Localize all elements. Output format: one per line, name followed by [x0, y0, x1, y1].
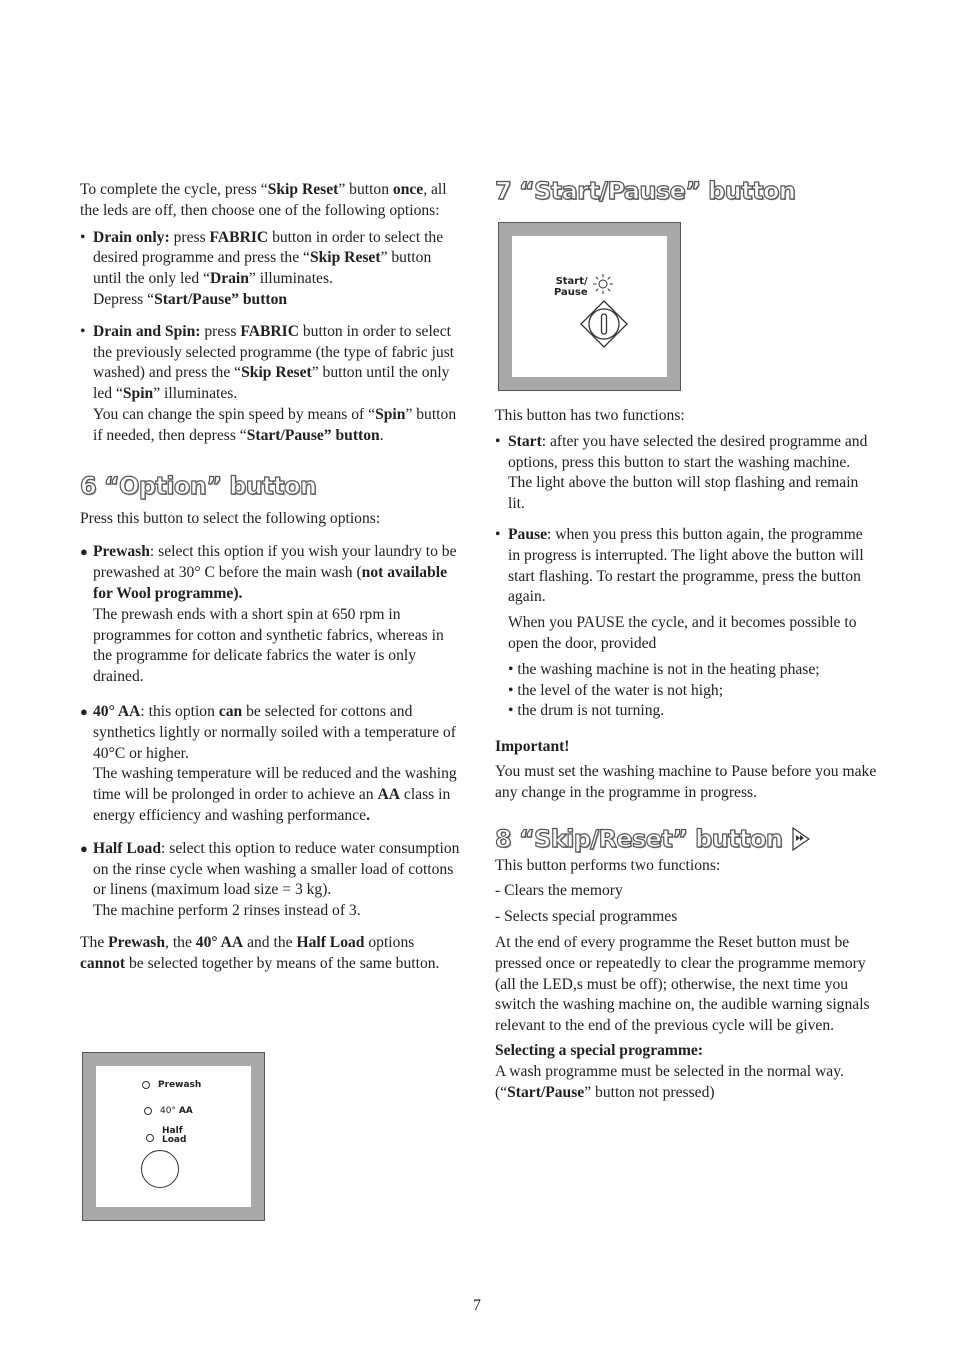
condition-heating: • the washing machine is not in the heating phase;	[508, 660, 820, 678]
aa-item: ● 40° AA: this option can be selected for cottons and synthetics lightly or normally soiled with a temperature of 40°C or higher. The washing temperature will be reduced and the washing time will be prolonged in order to achieve an AA class in energy efficiency and washing performance.	[80, 702, 457, 824]
start-item: • Start: after you have selected the desired programme and options, press this button to start the washing machine. The light above the button will stop flashing and remain lit.	[495, 432, 868, 513]
two-functions-text: This button has two functions:	[495, 407, 685, 424]
start-pause-button-icon	[579, 299, 629, 349]
option-button-icon	[141, 1150, 179, 1188]
option-intro: Press this button to select the following options:	[80, 509, 381, 527]
start-pause-heading: 7 “Start/Pause” button	[495, 177, 796, 205]
condition-drum: • the drum is not turning.	[508, 702, 665, 720]
option-panel-face	[96, 1066, 251, 1207]
indicator-light-icon	[592, 273, 614, 295]
start-pause-panel-illustration	[498, 222, 681, 391]
special-programme-text: A wash programme must be selected in the normal way. (“Start/Pause” button not pressed)	[495, 1062, 844, 1101]
half-load-led-icon	[146, 1134, 154, 1142]
page-number: 7	[473, 1297, 481, 1314]
skip-reset-icon	[792, 827, 810, 851]
load-panel-label: Load	[162, 1135, 187, 1145]
left-column	[80, 180, 462, 975]
not-together-paragraph: The Prewash, the 40° AA and the Half Load options cannot be selected together by means of the same button.	[80, 933, 440, 972]
start-pause-panel-label: Start/ Pause	[554, 276, 588, 298]
half-panel-label: Half	[162, 1126, 183, 1136]
condition-water-level: • the level of the water is not high;	[508, 681, 724, 699]
start-pause-body	[495, 406, 877, 1103]
skip-function-special: - Selects special programmes	[495, 908, 678, 926]
skip-intro: This button performs two functions:	[495, 856, 721, 874]
important-text: You must set the washing machine to Pause before you make any change in the programme in progress.	[495, 762, 877, 801]
prewash-led-icon	[142, 1081, 150, 1089]
half-load-item: ● Half Load: select this option to reduce water consumption on the rinse cycle when washing a smaller load of cottons or linens (maximum load size = 3 kg). The machine perform 2 rinses instead of 3.	[80, 839, 460, 920]
skip-reset-text: At the end of every programme the Reset button must be pressed once or repeatedly to clear the programme memory (all the LED,s must be off); otherwise, the next time you switch the washing machine on, the audible warning signals relevant to the end of the previous cycle will be given.	[495, 933, 870, 1035]
important-label: Important!	[495, 738, 570, 756]
prewash-item: ● Prewash: select this option if you wish your laundry to be prewashed at 30° C before the main wash (not available for Wool programme). The prewash ends with a short spin at 650 rpm in programmes for cotton and synthetic fabrics, whereas in the programme for delicate fabrics the water is only drained.	[80, 543, 457, 686]
skip-function-clear: - Clears the memory	[495, 882, 623, 900]
pause-conditions	[508, 660, 877, 722]
special-programme-label: Selecting a special programme:	[495, 1041, 704, 1059]
intro-paragraph: To complete the cycle, press “Skip Reset” button once, all the leds are off, then choose one of the following options:	[80, 181, 447, 219]
right-column	[495, 176, 877, 206]
pause-item: • Pause: when you press this button again, the programme in progress is interrupted. The light above the button will start flashing. To restart the programme, press the button again. When you PAUSE the cycle, and it becomes possible to open the door, provided • the washing machine is not in the heating phase; • the level of the water is not high; • the drum is not turning.	[495, 525, 877, 722]
aa-panel-label: 40° AA	[160, 1106, 193, 1116]
drain-only-item: • Drain only: press FABRIC button in order to select the desired programme and press the “Skip Reset” button until the only led “Drain” illuminates. Depress “Start/Pause” button	[80, 228, 444, 308]
start-pause-panel-face	[512, 236, 667, 377]
prewash-panel-label: Prewash	[158, 1080, 202, 1090]
skip-reset-heading: 8 “Skip/Reset” button	[495, 824, 877, 854]
drain-spin-item: • Drain and Spin: press FABRIC button in order to select the previously selected programme (the type of fabric just washed) and press the “Skip Reset” button until the only led “Spin” illuminates. You can change the spin speed by means of “Spin” button if needed, then depress “Start/Pause” button.	[80, 322, 457, 444]
aa-led-icon	[144, 1107, 152, 1115]
option-panel-illustration	[82, 1052, 265, 1221]
option-heading: 6 “Option” button	[80, 471, 317, 500]
